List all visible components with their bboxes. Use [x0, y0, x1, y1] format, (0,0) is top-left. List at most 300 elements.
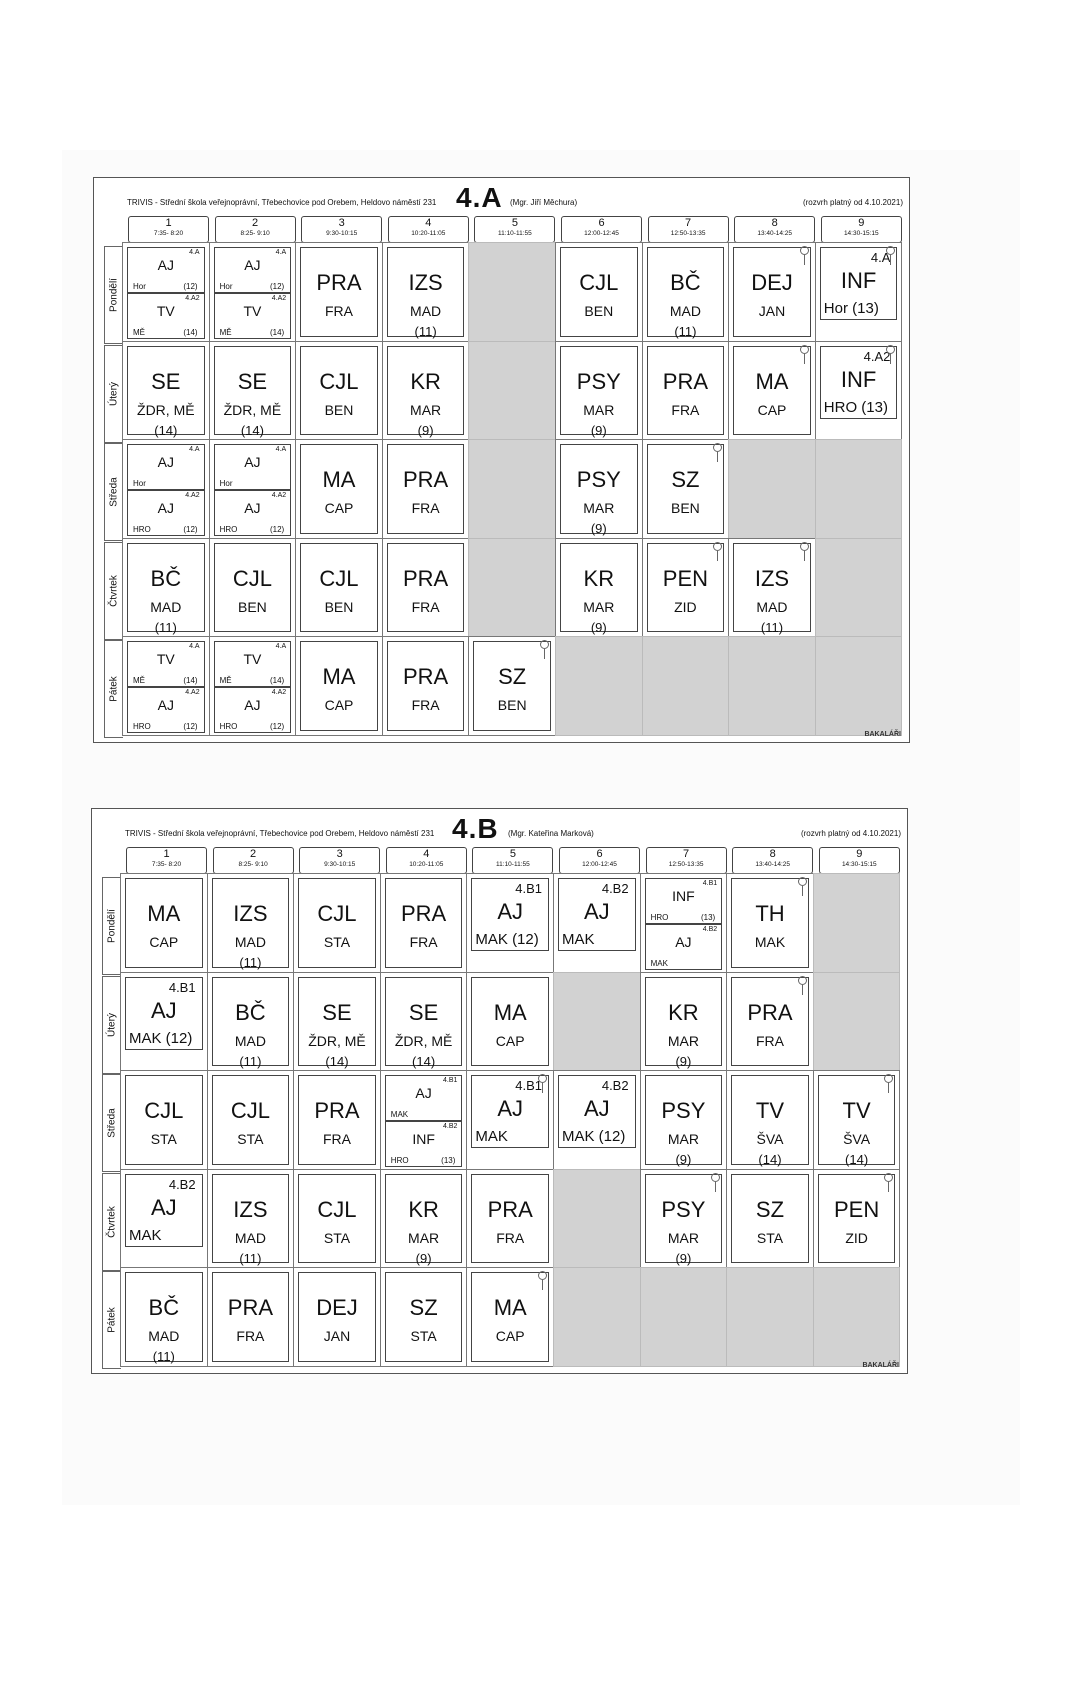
lesson-cell	[207, 972, 295, 1072]
school-name: TRIVIS - Střední škola veřejnoprávní, Třebechovice pod Orebem, Heldovo náměstí 231	[125, 829, 435, 838]
room-number: (14)	[183, 676, 198, 686]
lesson-cell	[815, 242, 903, 342]
lesson-cell	[120, 1070, 208, 1170]
group-label: 4.B2	[168, 1176, 196, 1192]
period-time: 13:40-14:25	[757, 230, 793, 237]
lesson-cell	[642, 439, 730, 539]
teacher-code: FRA	[411, 697, 440, 714]
lesson-card	[300, 346, 378, 436]
subject: INF	[840, 268, 877, 293]
lesson-cell	[293, 972, 381, 1072]
subject: PSY	[576, 368, 621, 394]
period-time: 12:00-12:45	[582, 861, 617, 868]
school-name: TRIVIS - Střední škola veřejnoprávní, Třebechovice pod Orebem, Heldovo náměstí 231	[127, 198, 437, 207]
teacher-code: MAR	[583, 500, 615, 517]
lesson-cell	[815, 538, 903, 638]
teacher-code: HRO	[133, 722, 151, 732]
subject: AJ	[583, 1096, 610, 1122]
subject: SE	[151, 368, 181, 394]
teacher-code: BEN	[670, 500, 700, 517]
day-name: Středa	[108, 477, 120, 507]
lesson-cell	[122, 439, 210, 539]
teacher-code: MAK	[650, 959, 668, 968]
lesson-half	[127, 490, 205, 536]
subject: SZ	[409, 1295, 438, 1321]
subject: PRA	[662, 368, 709, 394]
group-lesson	[558, 1075, 636, 1148]
period-time: 14:30-15:15	[843, 230, 879, 237]
subject: AJ	[157, 454, 174, 471]
subject: PRA	[487, 1196, 533, 1222]
lesson-cell	[468, 636, 556, 736]
subject: KR	[668, 999, 699, 1025]
subject: KR	[408, 1196, 439, 1222]
subject: BČ	[150, 565, 182, 591]
group-label: 4.A	[189, 446, 200, 454]
teacher-code: MĚ	[133, 676, 145, 686]
key-icon	[884, 1074, 893, 1094]
subject: PSY	[576, 467, 621, 493]
lesson-cell	[120, 1267, 208, 1367]
period-time: 10:20-11:05	[409, 861, 444, 868]
lesson-cell	[553, 1169, 641, 1269]
lesson-card	[387, 641, 465, 731]
teacher-code: MĚ	[219, 676, 232, 686]
class-name: 4.B	[452, 813, 499, 844]
period-number: 3	[336, 848, 343, 860]
subject: KR	[583, 565, 615, 591]
lesson-half	[214, 687, 292, 733]
lesson-cell	[468, 538, 556, 638]
subject: PRA	[747, 999, 793, 1025]
teacher-code: FRA	[322, 1131, 351, 1148]
group-label: 4.A	[275, 249, 287, 256]
room-number: (14)	[269, 328, 285, 337]
subject: BČ	[235, 999, 266, 1025]
teacher-code: MAD	[669, 303, 701, 319]
class-teacher: (Mgr. Kateřina Marková)	[508, 829, 594, 838]
lesson-cell	[642, 538, 730, 638]
subject: KR	[410, 368, 441, 394]
subject: IZS	[408, 270, 443, 295]
teacher-code: ŽDR, MĚ	[308, 1032, 366, 1049]
lesson-cell	[640, 1169, 728, 1269]
period-header	[128, 216, 209, 243]
room-number: (9)	[590, 521, 607, 537]
subject: MA	[755, 368, 789, 394]
key-icon	[713, 443, 722, 463]
subject: PRA	[227, 1295, 274, 1321]
room-number: (11)	[674, 324, 697, 339]
teacher-code: MAD	[234, 1229, 266, 1246]
teacher-code: FRA	[324, 303, 353, 319]
lesson-cell	[813, 1169, 901, 1269]
lesson-cell	[468, 242, 556, 342]
subject: DEJ	[751, 270, 793, 295]
subject: AJ	[244, 454, 261, 471]
subject: TV	[243, 303, 262, 319]
period-header	[821, 216, 902, 243]
teacher-code: FRA	[755, 1032, 784, 1049]
lesson-card	[647, 247, 725, 337]
lesson-cell	[380, 1267, 468, 1367]
lesson-card	[385, 878, 463, 968]
key-icon	[798, 976, 807, 996]
lesson-cell	[726, 1070, 814, 1170]
period-number: 8	[771, 217, 778, 229]
period-time: 8:25- 9:10	[238, 861, 268, 868]
teacher-room: MAK	[475, 1128, 508, 1146]
teacher-code: CAP	[495, 1032, 525, 1049]
lesson-cell	[466, 1169, 554, 1269]
lesson-cell	[555, 242, 643, 342]
subject: PEN	[833, 1196, 880, 1222]
subject: AJ	[157, 697, 174, 714]
lesson-half	[385, 1075, 463, 1121]
teacher-code: MAD	[150, 598, 182, 615]
teacher-code: ZID	[845, 1229, 868, 1246]
subject: PEN	[662, 565, 709, 591]
lesson-cell	[555, 538, 643, 638]
lesson-card	[387, 444, 465, 534]
lesson-card	[300, 247, 378, 337]
lesson-cell	[120, 873, 208, 973]
teacher-code: ŽDR, MĚ	[394, 1032, 453, 1049]
teacher-code: ŠVA	[756, 1131, 784, 1148]
lesson-cell	[207, 1169, 295, 1269]
subject: PRA	[402, 467, 449, 493]
subject: PSY	[661, 1196, 706, 1222]
teacher-code: MAR	[583, 598, 615, 615]
lesson-card	[300, 641, 378, 731]
group-label: 4.A2	[271, 295, 287, 302]
lesson-cell	[640, 1267, 728, 1367]
lesson-half	[214, 641, 292, 687]
teacher-room: MAK (12)	[129, 1029, 193, 1047]
subject: AJ	[150, 1194, 177, 1220]
subject: AJ	[157, 500, 174, 517]
period-time: 12:50-13:35	[670, 230, 706, 237]
lesson-card	[645, 1075, 723, 1168]
teacher-code: Hor	[133, 282, 146, 291]
period-time: 8:25- 9:10	[240, 230, 270, 237]
lesson-half	[127, 247, 205, 293]
teacher-code: JAN	[323, 1328, 351, 1345]
group-label: 4.A2	[271, 689, 287, 697]
room-number: (12)	[183, 722, 198, 732]
subject: AJ	[583, 899, 610, 924]
teacher-code: FRA	[236, 1328, 265, 1345]
lesson-half	[645, 878, 723, 924]
teacher-code: BEN	[497, 697, 527, 714]
teacher-code: HRO	[219, 525, 238, 535]
day-label	[104, 246, 123, 344]
bakalari-logo: BAKALÁŘI	[862, 1362, 899, 1369]
teacher-code: MĚ	[133, 328, 145, 337]
subject: INF	[840, 366, 877, 392]
group-label: 4.B1	[702, 880, 718, 887]
teacher-room: HRO (13)	[823, 398, 888, 416]
teacher-code: Hor	[219, 479, 233, 489]
lesson-card	[298, 1075, 376, 1165]
lesson-cell	[642, 341, 730, 441]
period-header	[213, 847, 294, 874]
group-label: 4.A	[870, 250, 891, 265]
subject: AJ	[675, 934, 692, 950]
teacher-code: MAD	[410, 303, 442, 319]
key-icon	[886, 345, 895, 365]
room-number: (14)	[325, 1053, 349, 1069]
subject: INF	[412, 1131, 435, 1148]
lesson-cell	[380, 1070, 468, 1170]
period-header	[561, 216, 642, 243]
day-name: Pátek	[108, 676, 120, 703]
lesson-cell	[209, 636, 297, 736]
lesson-card	[385, 1174, 463, 1264]
lesson-cell	[553, 873, 641, 973]
lesson-card	[212, 1174, 290, 1264]
group-label: 4.A	[189, 643, 200, 651]
subject: TV	[842, 1098, 871, 1124]
period-number: 8	[769, 848, 776, 860]
room-number: (9)	[590, 619, 607, 635]
lesson-card	[300, 444, 378, 534]
subject: TV	[755, 1098, 785, 1124]
lesson-card	[300, 543, 378, 633]
lesson-cell	[726, 1169, 814, 1269]
lesson-card	[560, 543, 638, 633]
teacher-room: MAK (12)	[562, 1128, 626, 1146]
teacher-code: BEN	[324, 598, 354, 615]
teacher-code: STA	[410, 1328, 437, 1345]
subject: MA	[493, 999, 527, 1025]
key-icon	[800, 345, 809, 365]
teacher-code: MAR	[667, 1131, 699, 1148]
group-label: 4.B1	[168, 979, 196, 995]
teacher-code: MAR	[410, 401, 442, 418]
room-number: (14)	[269, 676, 285, 686]
lesson-card	[214, 346, 292, 436]
teacher-code: MAR	[408, 1229, 440, 1246]
room-number: (9)	[417, 422, 434, 438]
teacher-code: ŽDR, MĚ	[223, 401, 282, 418]
day-name: Úterý	[106, 1012, 118, 1037]
subject: IZS	[233, 901, 268, 926]
lesson-cell	[466, 972, 554, 1072]
lesson-card	[560, 346, 638, 436]
lesson-card	[298, 878, 376, 968]
room-number: (14)	[183, 328, 198, 337]
room-number: (13)	[700, 913, 716, 922]
lesson-cell	[122, 242, 210, 342]
group-lesson	[471, 878, 549, 951]
lesson-cell	[813, 873, 901, 973]
teacher-code: MĚ	[219, 328, 232, 337]
class-teacher: (Mgr. Jiří Měchura)	[510, 198, 578, 207]
day-name: Pondělí	[106, 909, 118, 943]
teacher-code: BEN	[584, 303, 614, 319]
lesson-cell	[122, 636, 210, 736]
day-label	[102, 877, 121, 975]
day-label	[102, 976, 121, 1074]
subject: INF	[672, 888, 695, 904]
period-header	[215, 216, 296, 243]
teacher-code: CAP	[149, 934, 179, 950]
group-lesson	[125, 977, 203, 1050]
teacher-code: MAD	[756, 598, 788, 615]
teacher-code: MAR	[667, 1229, 699, 1246]
subject: BČ	[670, 270, 701, 295]
period-time: 7:35- 8:20	[153, 230, 184, 237]
group-label: 4.A	[275, 446, 287, 454]
teacher-code: STA	[756, 1229, 784, 1246]
room-number: (12)	[269, 525, 285, 535]
period-number: 1	[165, 217, 172, 229]
group-label: 4.B1	[515, 881, 542, 896]
lesson-half	[214, 490, 292, 536]
group-label: 4.A2	[185, 689, 200, 697]
period-header	[732, 847, 813, 874]
day-label	[104, 345, 123, 443]
group-label: 4.B1	[442, 1077, 458, 1085]
key-icon	[800, 246, 809, 266]
period-time: 11:10-11:55	[496, 861, 530, 868]
day-label	[104, 542, 123, 640]
subject: SZ	[671, 467, 700, 493]
period-header	[646, 847, 727, 874]
period-number: 4	[423, 848, 430, 860]
lesson-cell	[468, 439, 556, 539]
period-number: 4	[425, 217, 432, 229]
lesson-card	[560, 444, 638, 537]
lesson-card	[127, 346, 205, 436]
period-number: 2	[252, 217, 259, 229]
key-icon	[538, 1074, 547, 1094]
lesson-half	[645, 924, 723, 970]
lesson-cell	[813, 1070, 901, 1170]
lesson-cell	[468, 341, 556, 441]
room-number: (14)	[412, 1053, 436, 1069]
period-number: 5	[509, 848, 516, 860]
lesson-cell	[293, 873, 381, 973]
teacher-code: STA	[323, 1229, 351, 1246]
teacher-code: HRO	[650, 913, 669, 922]
subject: DEJ	[316, 1295, 358, 1321]
group-label: 4.A2	[271, 492, 287, 500]
group-label: 4.B2	[601, 881, 629, 896]
lesson-cell	[295, 242, 383, 342]
teacher-room: MAK (12)	[475, 931, 539, 948]
lesson-cell	[382, 636, 470, 736]
teacher-code: ŽDR, MĚ	[137, 401, 195, 418]
teacher-code: STA	[237, 1131, 264, 1148]
group-label: 4.B2	[702, 926, 718, 933]
room-number: (11)	[760, 619, 784, 635]
lesson-half	[127, 687, 205, 733]
day-label	[102, 1271, 121, 1369]
lesson-cell	[726, 972, 814, 1072]
period-time: 13:40-14:25	[755, 861, 791, 868]
lesson-cell	[642, 242, 730, 342]
period-time: 14:30-15:15	[841, 861, 877, 868]
subject: CJL	[319, 368, 359, 394]
lesson-cell	[555, 439, 643, 539]
day-name: Pondělí	[108, 278, 120, 312]
key-icon	[886, 246, 895, 266]
lesson-cell	[640, 1070, 728, 1170]
group-label: 4.A	[275, 643, 287, 651]
period-header	[386, 847, 467, 874]
day-label	[102, 1074, 121, 1172]
teacher-code: HRO	[219, 722, 238, 732]
lesson-cell	[209, 439, 297, 539]
subject: AJ	[244, 697, 261, 714]
subject: AJ	[157, 257, 174, 273]
teacher-code: FRA	[411, 598, 440, 615]
lesson-cell	[640, 873, 728, 973]
period-time: 7:35- 8:20	[151, 861, 182, 868]
bakalari-logo: BAKALÁŘI	[864, 731, 901, 738]
group-label: 4.B2	[442, 1123, 458, 1131]
lesson-card	[387, 247, 465, 337]
lesson-cell	[293, 1070, 381, 1170]
group-label: 4.B1	[515, 1078, 542, 1094]
period-time: 9:30-10:15	[324, 861, 356, 868]
teacher-room: MAK	[129, 1226, 162, 1244]
lesson-card	[471, 1174, 549, 1264]
teacher-code: MAR	[583, 401, 615, 418]
key-icon	[884, 1173, 893, 1193]
group-label: 4.A	[189, 249, 200, 256]
lesson-cell	[209, 341, 297, 441]
lesson-cell	[207, 873, 295, 973]
period-header	[388, 216, 469, 243]
subject: CJL	[319, 565, 359, 591]
period-header	[474, 216, 555, 243]
lesson-cell	[728, 242, 816, 342]
subject: PRA	[402, 664, 449, 690]
lesson-cell	[380, 1169, 468, 1269]
subject: TV	[156, 303, 175, 319]
subject: MA	[322, 664, 356, 690]
subject: MA	[147, 901, 181, 926]
lesson-cell	[813, 972, 901, 1072]
lesson-cell	[640, 972, 728, 1072]
lesson-card	[298, 977, 376, 1067]
day-name: Pátek	[106, 1307, 118, 1334]
period-time: 10:20-11:05	[411, 230, 446, 237]
subject: PRA	[316, 270, 362, 295]
lesson-card	[212, 977, 290, 1067]
group-label: 4.B2	[601, 1078, 629, 1094]
subject: PRA	[314, 1098, 360, 1124]
subject: AJ	[244, 257, 261, 273]
room-number: (14)	[758, 1152, 782, 1168]
lesson-cell	[815, 636, 903, 736]
lesson-cell	[728, 538, 816, 638]
teacher-code: STA	[150, 1131, 177, 1148]
teacher-code: CAP	[757, 401, 787, 418]
key-icon	[538, 1271, 547, 1291]
day-label	[104, 640, 123, 738]
lesson-card	[731, 1075, 809, 1168]
lesson-cell	[207, 1070, 295, 1170]
teacher-code: ŠVA	[843, 1131, 871, 1148]
room-number: (11)	[152, 1349, 175, 1365]
subject: SZ	[498, 664, 527, 690]
lesson-cell	[642, 636, 730, 736]
room-number: (9)	[415, 1250, 432, 1266]
